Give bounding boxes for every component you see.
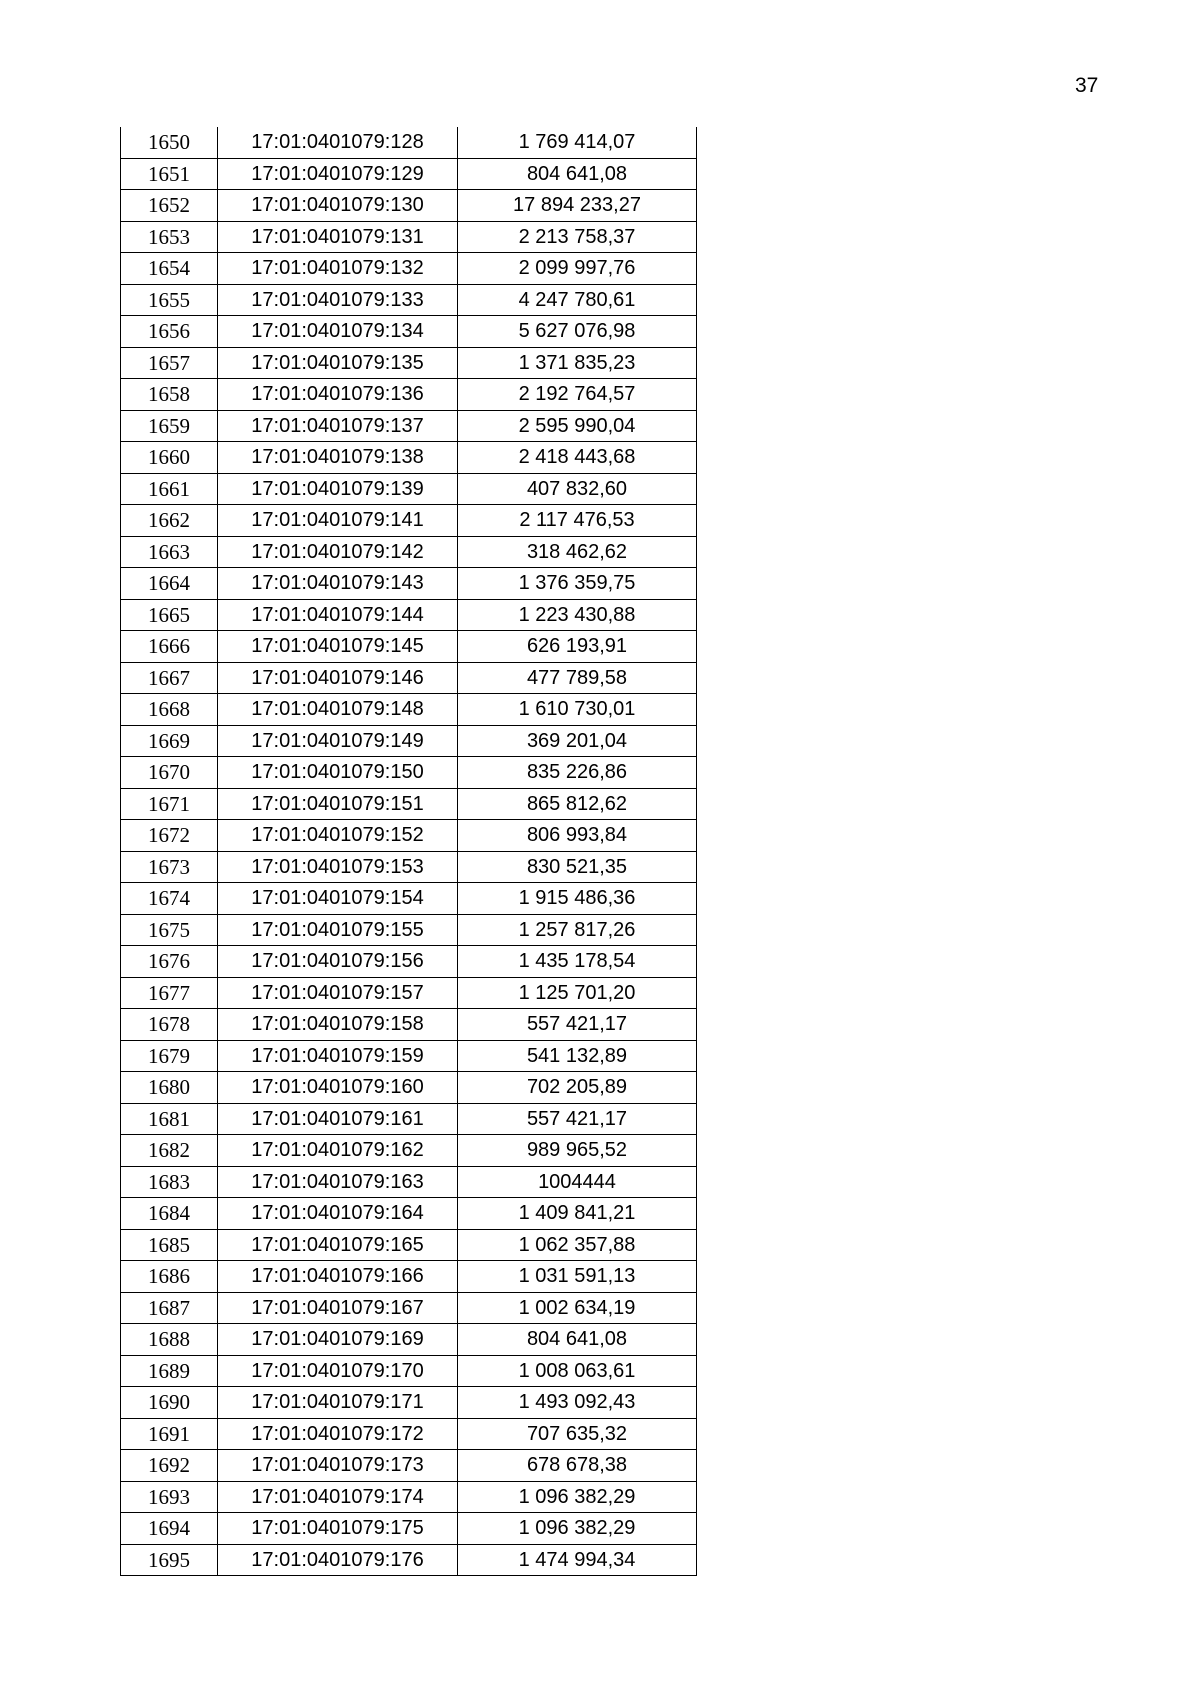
cadastral-value-cell: 2 418 443,68 [458,442,697,474]
table-row [121,379,697,411]
cadastral-number-cell: 17:01:0401079:151 [218,788,458,820]
cadastral-value-cell: 1 062 357,88 [458,1229,697,1261]
cadastral-number-cell: 17:01:0401079:172 [218,1418,458,1450]
cadastral-value-cell: 1 409 841,21 [458,1198,697,1230]
row-number-cell: 1668 [121,694,218,726]
table-row [121,284,697,316]
cadastral-value-cell: 2 213 758,37 [458,221,697,253]
cadastral-number-cell: 17:01:0401079:144 [218,599,458,631]
cadastral-value-cell: 626 193,91 [458,631,697,663]
cadastral-number-cell: 17:01:0401079:171 [218,1387,458,1419]
table-row [121,347,697,379]
cadastral-value-cell: 806 993,84 [458,820,697,852]
cadastral-number-cell: 17:01:0401079:135 [218,347,458,379]
row-number-cell: 1671 [121,788,218,820]
cadastral-number-cell: 17:01:0401079:153 [218,851,458,883]
row-number-cell: 1653 [121,221,218,253]
row-number-cell: 1663 [121,536,218,568]
table-row [121,914,697,946]
table-row [121,1166,697,1198]
table-row [121,1450,697,1482]
cadastral-number-cell: 17:01:0401079:132 [218,253,458,285]
cadastral-value-cell: 1 376 359,75 [458,568,697,600]
cadastral-number-cell: 17:01:0401079:160 [218,1072,458,1104]
cadastral-number-cell: 17:01:0401079:165 [218,1229,458,1261]
row-number-cell: 1650 [121,127,218,158]
cadastral-number-cell: 17:01:0401079:131 [218,221,458,253]
row-number-cell: 1692 [121,1450,218,1482]
cadastral-number-cell: 17:01:0401079:152 [218,820,458,852]
row-number-cell: 1682 [121,1135,218,1167]
table-row [121,190,697,222]
cadastral-number-cell: 17:01:0401079:166 [218,1261,458,1293]
cadastral-number-cell: 17:01:0401079:148 [218,694,458,726]
cadastral-number-cell: 17:01:0401079:173 [218,1450,458,1482]
cadastral-number-cell: 17:01:0401079:167 [218,1292,458,1324]
cadastral-number-cell: 17:01:0401079:145 [218,631,458,663]
row-number-cell: 1678 [121,1009,218,1041]
cadastral-number-cell: 17:01:0401079:133 [218,284,458,316]
table-row [121,316,697,348]
cadastral-value-cell: 1 125 701,20 [458,977,697,1009]
cadastral-value-cell: 989 965,52 [458,1135,697,1167]
cadastral-number-cell: 17:01:0401079:128 [218,127,458,158]
cadastral-number-cell: 17:01:0401079:136 [218,379,458,411]
row-number-cell: 1664 [121,568,218,600]
row-number-cell: 1695 [121,1544,218,1576]
cadastral-number-cell: 17:01:0401079:170 [218,1355,458,1387]
table-row [121,1481,697,1513]
cadastral-number-cell: 17:01:0401079:129 [218,158,458,190]
row-number-cell: 1679 [121,1040,218,1072]
cadastral-value-cell: 4 247 780,61 [458,284,697,316]
table-row [121,725,697,757]
cadastral-value-cell: 17 894 233,27 [458,190,697,222]
row-number-cell: 1690 [121,1387,218,1419]
table-row [121,127,697,158]
row-number-cell: 1654 [121,253,218,285]
row-number-cell: 1675 [121,914,218,946]
row-number-cell: 1683 [121,1166,218,1198]
cadastral-number-cell: 17:01:0401079:159 [218,1040,458,1072]
cadastral-value-cell: 1 474 994,34 [458,1544,697,1576]
cadastral-number-cell: 17:01:0401079:146 [218,662,458,694]
table-row [121,757,697,789]
table-row [121,568,697,600]
table-body [121,127,697,1576]
cadastral-value-cell: 1 435 178,54 [458,946,697,978]
cadastral-value-cell: 1 493 092,43 [458,1387,697,1419]
cadastral-value-cell: 835 226,86 [458,757,697,789]
cadastral-number-cell: 17:01:0401079:161 [218,1103,458,1135]
table-row [121,1135,697,1167]
cadastral-value-cell: 557 421,17 [458,1103,697,1135]
table-row [121,1292,697,1324]
table-row [121,1324,697,1356]
table-row [121,158,697,190]
row-number-cell: 1684 [121,1198,218,1230]
cadastral-value-cell: 369 201,04 [458,725,697,757]
table-row [121,253,697,285]
cadastral-number-cell: 17:01:0401079:155 [218,914,458,946]
cadastral-value-cell: 541 132,89 [458,1040,697,1072]
cadastral-number-cell: 17:01:0401079:176 [218,1544,458,1576]
page-number: 37 [1075,74,1099,97]
table-row [121,1544,697,1576]
cadastral-value-cell: 477 789,58 [458,662,697,694]
cadastral-value-cell: 865 812,62 [458,788,697,820]
table-row [121,1418,697,1450]
table-row [121,473,697,505]
table-row [121,1513,697,1545]
table-row [121,631,697,663]
cadastral-value-cell: 804 641,08 [458,1324,697,1356]
cadastral-number-cell: 17:01:0401079:137 [218,410,458,442]
table-row [121,442,697,474]
cadastral-number-cell: 17:01:0401079:164 [218,1198,458,1230]
table-row [121,1198,697,1230]
cadastral-value-cell: 707 635,32 [458,1418,697,1450]
cadastral-value-cell: 1 769 414,07 [458,127,697,158]
cadastral-value-cell: 804 641,08 [458,158,697,190]
cadastral-number-cell: 17:01:0401079:158 [218,1009,458,1041]
table-row [121,536,697,568]
cadastral-value-cell: 1 223 430,88 [458,599,697,631]
row-number-cell: 1665 [121,599,218,631]
table-row [121,1387,697,1419]
table-row [121,1009,697,1041]
table-row [121,662,697,694]
row-number-cell: 1656 [121,316,218,348]
table-row [121,851,697,883]
row-number-cell: 1681 [121,1103,218,1135]
row-number-cell: 1661 [121,473,218,505]
cadastral-number-cell: 17:01:0401079:130 [218,190,458,222]
cadastral-number-cell: 17:01:0401079:156 [218,946,458,978]
row-number-cell: 1666 [121,631,218,663]
cadastral-value-cell: 5 627 076,98 [458,316,697,348]
row-number-cell: 1659 [121,410,218,442]
row-number-cell: 1660 [121,442,218,474]
row-number-cell: 1651 [121,158,218,190]
cadastral-number-cell: 17:01:0401079:175 [218,1513,458,1545]
table-row [121,221,697,253]
cadastral-number-cell: 17:01:0401079:141 [218,505,458,537]
cadastral-value-cell: 318 462,62 [458,536,697,568]
cadastral-number-cell: 17:01:0401079:157 [218,977,458,1009]
cadastral-value-cell: 1 096 382,29 [458,1513,697,1545]
cadastral-value-cell: 1004444 [458,1166,697,1198]
table-row [121,977,697,1009]
table-row [121,1261,697,1293]
cadastral-number-cell: 17:01:0401079:139 [218,473,458,505]
table-row [121,1229,697,1261]
cadastral-value-cell: 2 117 476,53 [458,505,697,537]
row-number-cell: 1688 [121,1324,218,1356]
cadastral-value-cell: 2 099 997,76 [458,253,697,285]
row-number-cell: 1662 [121,505,218,537]
table-row [121,883,697,915]
table-row [121,788,697,820]
row-number-cell: 1693 [121,1481,218,1513]
row-number-cell: 1676 [121,946,218,978]
table-row [121,599,697,631]
row-number-cell: 1657 [121,347,218,379]
table-row [121,694,697,726]
cadastral-value-cell: 830 521,35 [458,851,697,883]
cadastral-number-cell: 17:01:0401079:163 [218,1166,458,1198]
table-row [121,820,697,852]
cadastral-number-cell: 17:01:0401079:162 [218,1135,458,1167]
table-row [121,1103,697,1135]
cadastral-value-cell: 702 205,89 [458,1072,697,1104]
table-row [121,1040,697,1072]
row-number-cell: 1658 [121,379,218,411]
cadastral-number-cell: 17:01:0401079:149 [218,725,458,757]
cadastral-value-table [120,127,696,1576]
row-number-cell: 1669 [121,725,218,757]
table-row [121,505,697,537]
row-number-cell: 1689 [121,1355,218,1387]
row-number-cell: 1673 [121,851,218,883]
row-number-cell: 1686 [121,1261,218,1293]
cadastral-value-cell: 1 002 634,19 [458,1292,697,1324]
cadastral-number-cell: 17:01:0401079:143 [218,568,458,600]
cadastral-value-cell: 1 610 730,01 [458,694,697,726]
cadastral-number-cell: 17:01:0401079:134 [218,316,458,348]
cadastral-value-cell: 1 031 591,13 [458,1261,697,1293]
table-row [121,1072,697,1104]
cadastral-number-cell: 17:01:0401079:169 [218,1324,458,1356]
cadastral-value-cell: 1 257 817,26 [458,914,697,946]
cadastral-number-cell: 17:01:0401079:138 [218,442,458,474]
cadastral-value-cell: 557 421,17 [458,1009,697,1041]
cadastral-number-cell: 17:01:0401079:174 [218,1481,458,1513]
row-number-cell: 1694 [121,1513,218,1545]
cadastral-number-cell: 17:01:0401079:154 [218,883,458,915]
cadastral-value-cell: 407 832,60 [458,473,697,505]
table-row [121,946,697,978]
row-number-cell: 1687 [121,1292,218,1324]
row-number-cell: 1685 [121,1229,218,1261]
row-number-cell: 1680 [121,1072,218,1104]
cadastral-value-cell: 1 008 063,61 [458,1355,697,1387]
cadastral-value-cell: 1 096 382,29 [458,1481,697,1513]
row-number-cell: 1655 [121,284,218,316]
row-number-cell: 1670 [121,757,218,789]
table-row [121,410,697,442]
row-number-cell: 1677 [121,977,218,1009]
cadastral-value-cell: 1 371 835,23 [458,347,697,379]
cadastral-number-cell: 17:01:0401079:142 [218,536,458,568]
cadastral-number-cell: 17:01:0401079:150 [218,757,458,789]
row-number-cell: 1674 [121,883,218,915]
row-number-cell: 1652 [121,190,218,222]
cadastral-value-cell: 1 915 486,36 [458,883,697,915]
row-number-cell: 1672 [121,820,218,852]
table-row [121,1355,697,1387]
row-number-cell: 1667 [121,662,218,694]
cadastral-value-cell: 2 192 764,57 [458,379,697,411]
cadastral-value-cell: 678 678,38 [458,1450,697,1482]
cadastral-value-cell: 2 595 990,04 [458,410,697,442]
row-number-cell: 1691 [121,1418,218,1450]
